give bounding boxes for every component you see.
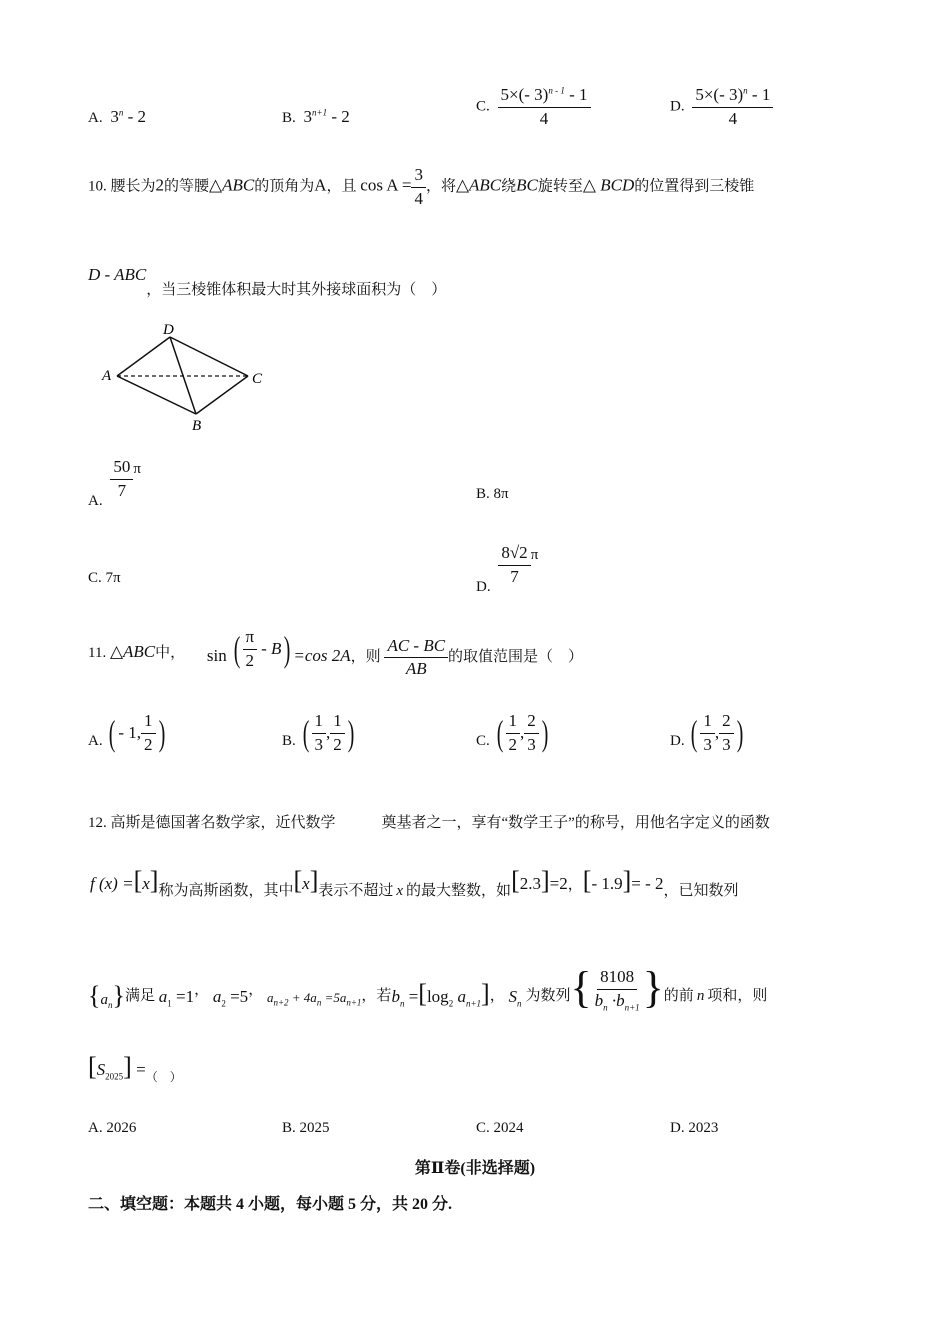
q9-option-a: A. 3$^n$ - 2 bbox=[88, 107, 147, 126]
part2-title: 第Ⅱ卷(非选择题) bbox=[414, 1160, 536, 1177]
q9-option-b: B. $3^{n+1} - 2$ bbox=[282, 107, 350, 126]
section-fill-in-heading: 二、填空题：本题共 4 小题，每小题 5 分，共 20 分. bbox=[88, 1196, 453, 1213]
edge-ab bbox=[117, 376, 196, 414]
q12-stem-line1: 12. 高斯是德国著名数学家，近代数学 奠基者之一，享有“数学王子”的称号，用他名字定义的函数 bbox=[88, 815, 770, 831]
q12-option-a: A. 2026 bbox=[88, 1120, 137, 1136]
q10-option-b: B. 8π bbox=[476, 486, 509, 502]
q11-option-c: C. ( $\frac{1}{2}$ , $\frac{2}{3}$ ) bbox=[476, 711, 549, 754]
label-d: D bbox=[163, 322, 174, 338]
q11-option-a: A. ( - 1, $\frac{1}{2}$ ) bbox=[88, 711, 165, 754]
q11-option-d: D. ( $\frac{1}{3}$ , $\frac{2}{3}$ ) bbox=[670, 711, 743, 754]
label-b: B bbox=[192, 418, 202, 434]
q9-option-c: C. $\frac{5\times(- 3)^{n - 1} - 1}{4}$ bbox=[476, 86, 591, 128]
q10-stem-line2: D - ABC，当三棱锥体积最大时其外接球面积为（ ） bbox=[88, 265, 447, 298]
q10-stem-line1: 10. 腰长为2的等腰△ABC的顶角为A，且 cos A = $\frac{3}{4}$ ，将△ABC绕BC旋转至△ BCD的位置得到三棱锥 bbox=[88, 165, 755, 208]
q12-stem-line4: $[S_{2025}] =_{( )}$ bbox=[88, 1052, 182, 1084]
q11-option-b: B. ( $\frac{1}{3}$ , $\frac{1}{2}$ ) bbox=[282, 711, 355, 754]
label-a: A bbox=[102, 368, 112, 384]
q12-option-c: C. 2024 bbox=[476, 1120, 524, 1136]
edge-ad bbox=[117, 337, 170, 376]
q12-option-b: B. 2025 bbox=[282, 1120, 330, 1136]
q11-stem: 11. △ABC中， sin ( $\frac{\pi}{2}$ - B ) =cos 2A，则 $\frac{AC - BC}{AB}$ 的取值范围是（ ） bbox=[88, 627, 584, 679]
q9-option-d: D. $\frac{5\times(- 3)^n - 1}{4}$ bbox=[670, 86, 773, 128]
edge-bc bbox=[196, 376, 248, 414]
q10-option-a: A. $\frac{50}{7}$ π bbox=[88, 457, 141, 509]
tetrahedron-figure bbox=[98, 318, 273, 436]
q10-option-c: C. 7π bbox=[88, 570, 121, 586]
q12-option-d: D. 2023 bbox=[670, 1120, 719, 1136]
q12-stem-line2: f (x) =[x]称为高斯函数，其中[x]表示不超过 x 的最大整数，如[2.3]=2，[- 1.9]= - 2，已知数列 bbox=[90, 866, 739, 899]
q12-stem-line3: $\{a_n\}$满足 $a_1 =1$， $a_2 =5$， $a_{n+2} + 4a_n =5a_{n+1}$，若$b_n =[\log_2$ $a_{n+1}$]， $S_n$ 为数列{ $\frac{8108}{b_n \cdot b_{n+1}}$ }的前 n 项和，则 bbox=[88, 963, 768, 1013]
label-c: C bbox=[252, 371, 263, 387]
q10-option-d: D. $\frac{8√2}{7}$ π bbox=[476, 543, 539, 595]
